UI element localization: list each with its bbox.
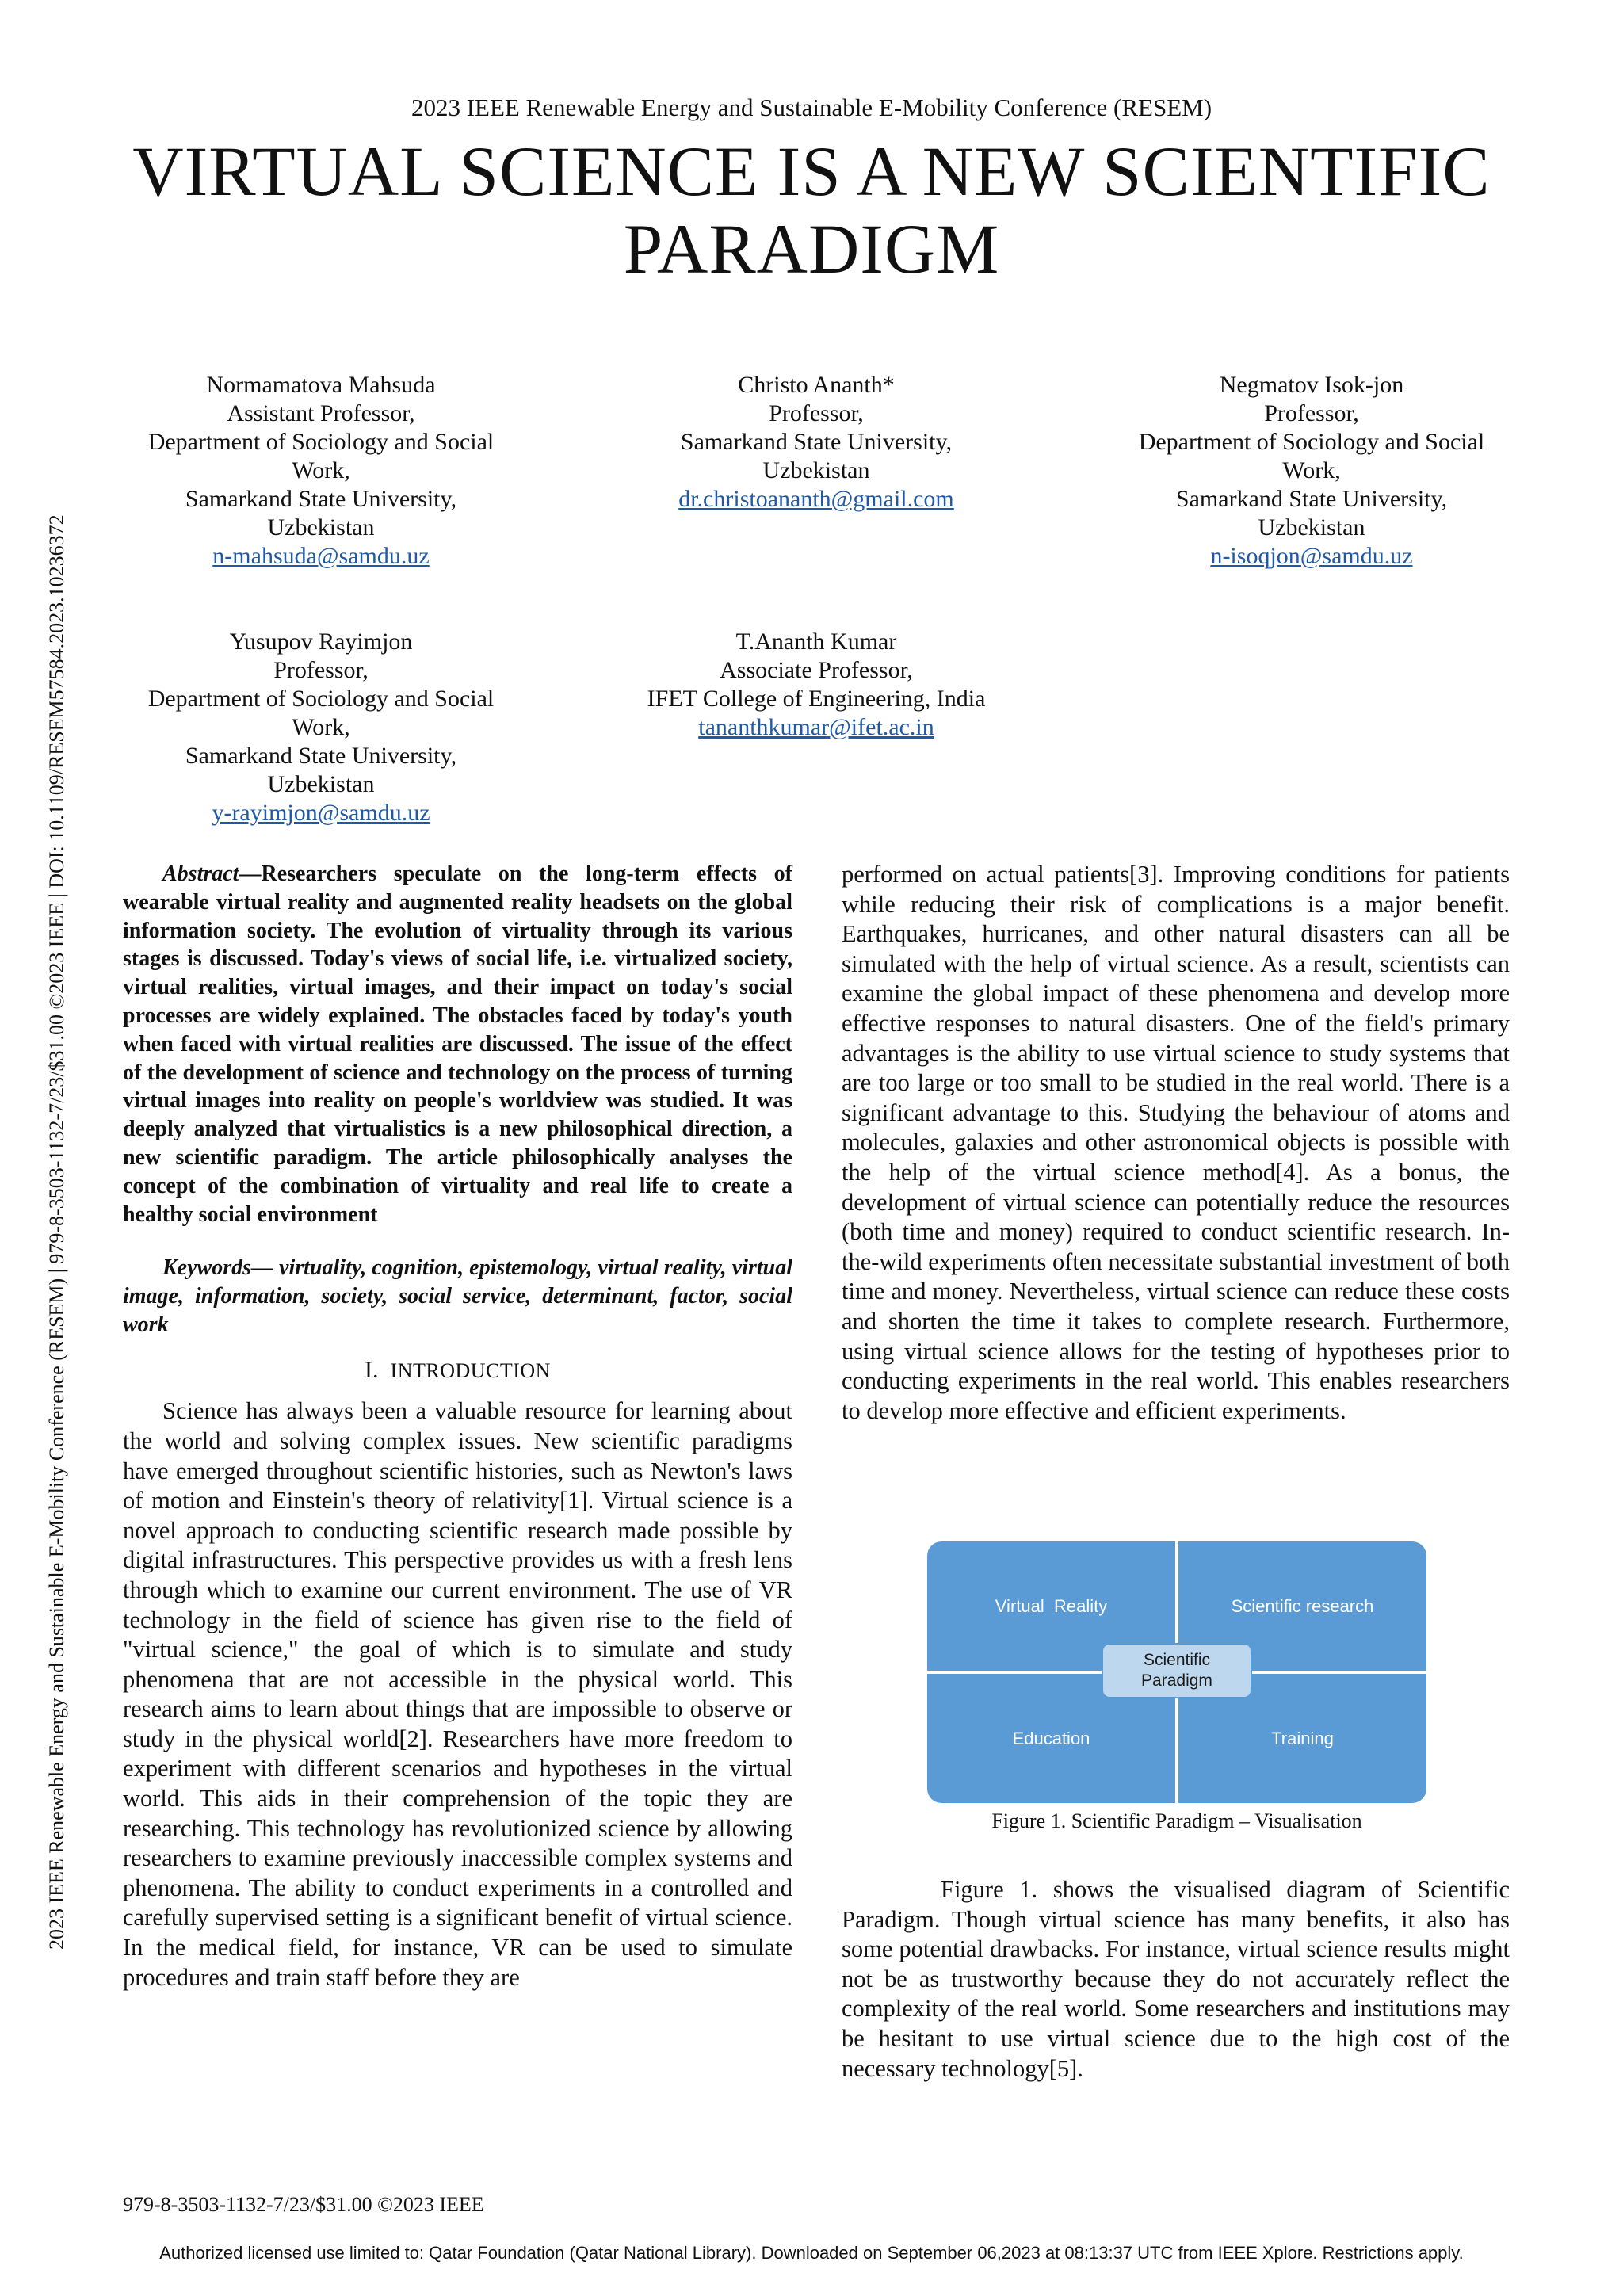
title-line-1: VIRTUAL SCIENCE IS A NEW SCIENTIFIC <box>132 133 1491 211</box>
author-email-link[interactable]: n-isoqjon@samdu.uz <box>1210 543 1413 569</box>
author-department-cont: Work, <box>292 457 350 483</box>
intro-paragraph: Science has always been a valuable resource for learning about the world and solving complex issues. New scientific paradigms have emerged throughout scientific histories, such as Newton's laws of motion and Einstein's theory of relativity[1]. Virtual science is a novel approach to conducting scientific research made possible by digital infrastructures. This perspective provides us with a fresh lens through which to examine our current environment. The use of VR technology in the field of science has given rise to the field of "virtual science," the goal of which is to simulate and study phenomena that are not accessible in the physical world. This research aims to learn about things that are impossible to observe or study in the physical world[2]. Researchers have more freedom to experiment with different scenarios and hypotheses in the virtual world. This aids in their comprehension of the topic they are researching. This technology has revolutionized science by allowing researchers to examine previously inaccessible complex systems and phenomena. The ability to conduct experiments in a controlled and carefully supervised setting is a significant benefit of virtual science. In the medical field, for instance, VR can be used to simulate procedures and train staff before they are <box>123 1397 792 1991</box>
quadrant-label: Scientific research <box>1231 1595 1374 1616</box>
authorized-use-notice: Authorized licensed use limited to: Qatar Foundation (Qatar National Library). Downloaded on September 06,2023 at 08:13:37 UTC from IEEE Xplore. Restrictions apply. <box>159 2243 1464 2263</box>
author-name: Yusupov Rayimjon <box>229 628 413 655</box>
author-title: Associate Professor, <box>720 657 913 683</box>
footer-copyright: 979-8-3503-1132-7/23/$31.00 ©2023 IEEE <box>123 2193 484 2216</box>
author-country: Uzbekistan <box>762 457 870 483</box>
author-country: Uzbekistan <box>1258 514 1365 541</box>
author-email-link[interactable]: y-rayimjon@samdu.uz <box>212 800 430 826</box>
author-name: Negmatov Isok-jon <box>1219 372 1404 398</box>
author-block-2 <box>618 371 1014 514</box>
author-university: Samarkand State University, <box>680 429 953 455</box>
author-country: Uzbekistan <box>267 514 375 541</box>
quadrant-label: Education <box>1012 1728 1090 1748</box>
author-name: Normamatova Mahsuda <box>206 372 436 398</box>
paper-title <box>119 133 1504 288</box>
author-department: Department of Sociology and Social <box>1138 429 1485 455</box>
author-name: T.Ananth Kumar <box>735 628 897 655</box>
author-university: Samarkand State University, <box>1175 486 1448 512</box>
author-name: Christo Ananth* <box>738 372 895 398</box>
author-university: Samarkand State University, <box>185 486 457 512</box>
author-block-5 <box>618 628 1014 742</box>
quadrant-label: Virtual Reality <box>995 1595 1108 1616</box>
sidebar-doi-text: 2023 IEEE Renewable Energy and Sustainable E-Mobility Conference (RESEM) | 979-8-3503-1132-7/23/$31.00 ©2023 IEEE | DOI: 10.1109/RESEM57584.2023.10236372 <box>45 514 68 1950</box>
right-column <box>842 860 1510 1426</box>
abstract-label: Abstract <box>162 861 239 886</box>
author-email-link[interactable]: dr.christoananth@gmail.com <box>678 486 954 512</box>
author-department: Department of Sociology and Social <box>147 429 495 455</box>
author-block-1 <box>123 371 519 571</box>
author-block-4 <box>123 628 519 827</box>
author-title: Assistant Professor, <box>227 400 415 426</box>
right-column-lower <box>842 1875 1510 2084</box>
author-email-link[interactable]: tananthkumar@ifet.ac.in <box>698 714 934 740</box>
author-department: Department of Sociology and Social <box>147 686 495 712</box>
author-department-cont: Work, <box>1282 457 1341 483</box>
conference-name: 2023 IEEE Renewable Energy and Sustainable E-Mobility Conference (RESEM) <box>411 94 1212 121</box>
quadrant-label: Training <box>1271 1728 1334 1748</box>
author-department-cont: Work, <box>292 714 350 740</box>
author-affiliation: IFET College of Engineering, India <box>647 686 986 712</box>
center-scientific-paradigm: Scientific Paradigm <box>1102 1643 1252 1698</box>
author-title: Professor, <box>1264 400 1359 426</box>
section-number: I. <box>365 1356 379 1383</box>
author-title: Professor, <box>273 657 369 683</box>
abstract-text: —Researchers speculate on the long-term effects of wearable virtual reality and augmented reality headsets on the global information society. The evolution of virtuality through its various stages is discussed. Today's views of social life, i.e. virtualized society, virtual realities, virtual images, and their impact on today's social processes are widely explained. The obstacles faced by today's youth when faced with virtual realities are discussed. The issue of the effect of the development of science and technology on the process of turning virtual images into reality on people's worldview was studied. It was deeply analyzed that virtualistics is a new philosophical direction, a new scientific paradigm. The article philosophically analyses the concept of the combination of virtuality and real life to create a healthy social environment <box>123 861 792 1227</box>
figure-caption: Figure 1. Scientific Paradigm – Visualisation <box>991 1809 1362 1832</box>
abstract <box>123 860 792 1228</box>
section-title: INTRODUCTION <box>390 1358 551 1382</box>
title-line-2: PARADIGM <box>623 211 1000 288</box>
author-title: Professor, <box>769 400 864 426</box>
body-paragraph: performed on actual patients[3]. Improving conditions for patients while reducing their risk of complications is a major benefit. Earthquakes, hurricanes, and other natural disasters can all be simulated with the help of virtual science. As a result, scientists can examine the global impact of these phenomena and develop more effective responses to natural disasters. One of the field's primary advantages is the ability to use virtual science to study systems that are too large or too small to be studied in the real world. There is a significant advantage to this. Studying the behaviour of atoms and molecules, galaxies and other astronomical objects is possible with the help of the virtual science method[4]. As a bonus, the development of virtual science can potentially reduce the resources (both time and money) required to conduct scientific research. In-the-wild experiments often necessitate substantial investment of both time and money. Nevertheless, virtual science can reduce these costs and shorten the time it takes to complete research. Furthermore, using virtual science allows for the testing of hypotheses prior to conducting experiments in the real world. This enables researchers to develop more effective and efficient experiments. <box>842 861 1510 1424</box>
left-column <box>123 860 792 1992</box>
scientific-paradigm-diagram <box>927 1541 1426 1803</box>
author-block-3 <box>1113 371 1510 571</box>
author-country: Uzbekistan <box>267 771 375 797</box>
body-paragraph: Figure 1. shows the visualised diagram of Scientific Paradigm. Though virtual science has many benefits, it also has some potential drawbacks. For instance, virtual science results might not be as trustworthy because they do not accurately reflect the complexity of the real world. Some researchers and institutions may be hesitant to use virtual science due to the high cost of the necessary technology[5]. <box>842 1876 1510 2082</box>
author-email-link[interactable]: n-mahsuda@samdu.uz <box>212 543 430 569</box>
keywords: Keywords— virtuality, cognition, epistemology, virtual reality, virtual image, information, society, social service, determinant, factor, social work <box>123 1255 792 1337</box>
section-heading <box>123 1355 792 1386</box>
author-university: Samarkand State University, <box>185 743 457 769</box>
